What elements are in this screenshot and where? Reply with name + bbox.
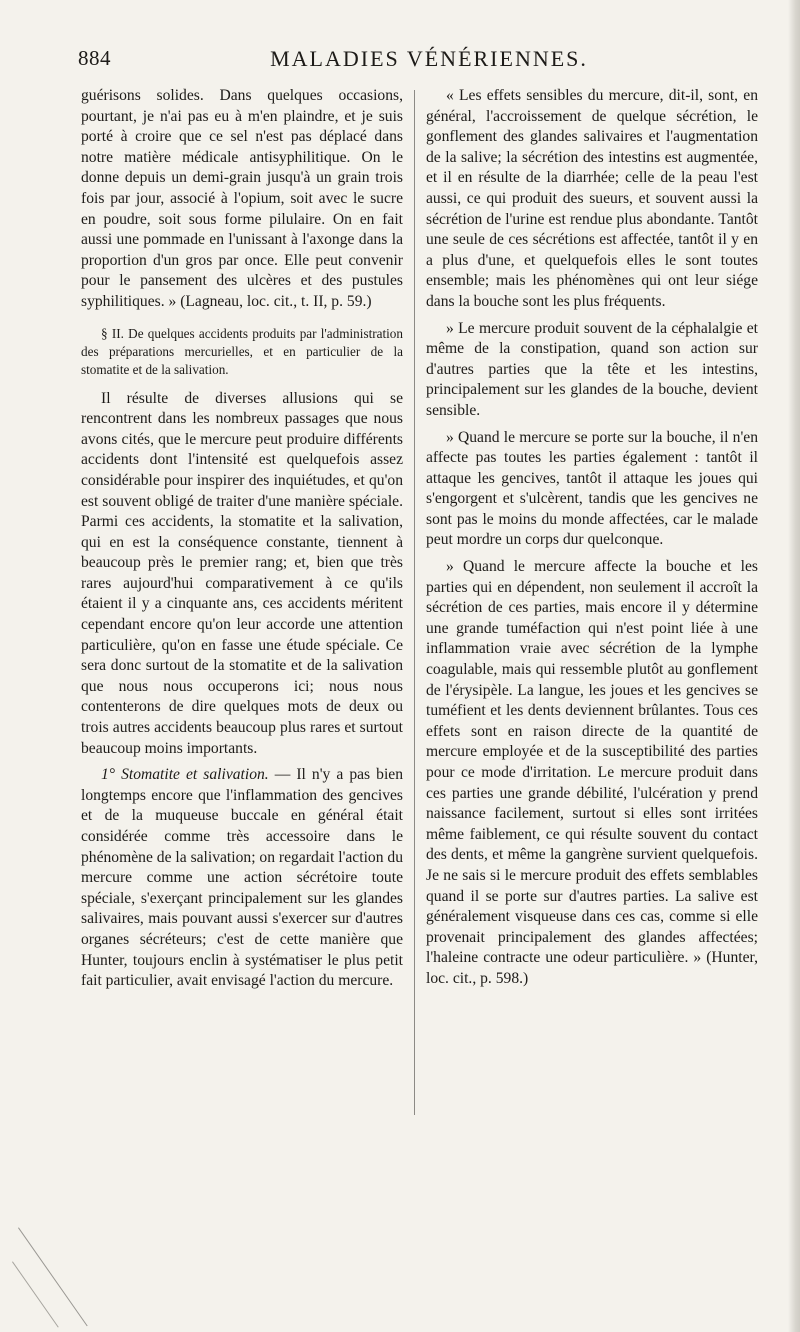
left-paragraph-1: guérisons solides. Dans quelques occasions, pourtant, je n'ai pas eu à m'en plaindre, et je suis porté à croire que ce sel n'est pas déplacé dans notre matière médicale antisyphilitique. On le donne depuis un demi-grain jusqu'à un grain trois fois par jour, associé à l'opium, soit avec le sucre en poudre, soit sous forme pilulaire. On en fait aussi une pommade en l'unissant à l'axonge dans la proportion d'un gros par once. Elle peut convenir pour le pansement des ulcères et des pustules syphilitiques. » (Lagneau, loc. cit., t. II, p. 59.) <box>81 87 403 310</box>
right-paragraph-3: » Quand le mercure se porte sur la bouche, il n'en affecte pas toutes les parties également : tantôt il attaque les gencives, tantôt il attaque les joues qui s'engorgent et s'ulcèrent, tandis que les gencives ne sont pas le moins du monde affectées, car le malade peut mordre un corps dur quelconque. <box>426 428 758 549</box>
page-number: 884 <box>78 46 111 70</box>
subsection-title: 1° Stomatite et salivation. <box>101 766 269 784</box>
right-paragraph-4: » Quand le mercure affecte la bouche et les parties qui en dépendent, non seulement il accroît la sécrétion de ces parties, mais encore il y détermine une grande tuméfaction qui n'est point liée à une inflammation vraie avec sécrétion de la lymphe coagulable, mais qui ressemble plutôt au gonflement de l'érysipèle. La langue, les joues et les gencives se tuméfient et les dents deviennent brûlantes. Tous ces effets sont en raison directe de la quantité de mercure employée et de la susceptibilité des parties pour ce mode d'irritation. Le mercure produit dans ces parties une grande débilité, l'ulcération y prend naissance facilement, surtout si elles sont irritées même faiblement, ce qui résulte souvent du contact des dents, et même la gangrène survient quelquefois. Je ne sais si le mercure produit des effets semblables quand il se porte sur d'autres parties. La salive est généralement visqueuse dans ces cas, comme si elle provenait principalement des glandes affectées; l'haleine contracte une odeur particulière. » (Hunter, loc. cit., p. 598.) <box>426 558 758 987</box>
running-title: MALADIES VÉNÉRIENNES. <box>270 46 588 71</box>
left-paragraph-3-text: — Il n'y a pas bien longtemps encore que l'inflammation des gencives et de la muqueuse buccale en général était considérée comme très accessoire dans le phénomène de la salivation; on regardait l'action du mercure comme une action sécrétoire toute spéciale, s'exerçant principalement sur les glandes salivaires, mais pouvant aussi s'exercer sur d'autres organes sécréteurs; c'est de cette manière que Hunter, toujours enclin à systématiser le plus petit fait particulier, avait envisagé l'action du mercure. <box>81 766 403 990</box>
left-paragraph-3 <box>81 765 403 992</box>
left-column <box>81 86 403 992</box>
right-paragraph-1: « Les effets sensibles du mercure, dit-il, sont, en général, l'accroissement de quelque sécrétion, le gonflement des glandes salivaires et l'augmentation de la salive; la sécrétion des intestins est augmentée, et il en résulte de la diarrhée; celle de la peau l'est aussi, ce qui produit des sueurs, et souvent aussi la sécrétion de l'urine est rendue plus abondante. Tantôt une seule de ces sécrétions est affectée, tantôt il y en a plus d'une, et quelquefois elles le sont toutes ensemble; mais les phénomènes qui ont leur siége dans la bouche sont les plus fréquents. <box>426 87 758 310</box>
right-column <box>426 86 758 990</box>
left-paragraph-2: Il résulte de diverses allusions qui se rencontrent dans les nombreux passages que nous avons cités, que le mercure peut produire différents accidents dont l'intensité est quelquefois assez considérable pour inspirer des inquiétudes, et qu'on est souvent obligé de traiter d'une manière spéciale. Parmi ces accidents, la stomatite et la salivation, qui en est la conséquence constante, tiennent à beaucoup près le premier rang; et, bien que très rares aujourd'hui comparativement à ce qu'ils étaient il y a cinquante ans, ces accidents méritent cependant encore qu'on leur accorde une attention particulière, qu'on en fasse une étude spéciale. Ce sera donc surtout de la stomatite et de la salivation que nous nous occuperons ici; nous nous contenterons de dire quelques mots de deux ou trois autres accidents beaucoup plus rares et surtout beaucoup moins importants. <box>81 389 403 757</box>
right-paragraph-2: » Le mercure produit souvent de la céphalalgie et même de la constipation, quand son action sur d'autres parties que la tête et les intestins, principalement sur les glandes de la bouche, devient sensible. <box>426 319 758 419</box>
scan-mark <box>12 1261 59 1327</box>
column-divider <box>414 90 415 1115</box>
scan-edge-shadow <box>788 0 800 1332</box>
scan-mark <box>18 1227 88 1326</box>
page-header <box>78 46 780 76</box>
section-heading: § II. De quelques accidents produits par l'administration des préparations mercurielles, et en particulier de la stomatite et de la salivation. <box>81 325 403 377</box>
